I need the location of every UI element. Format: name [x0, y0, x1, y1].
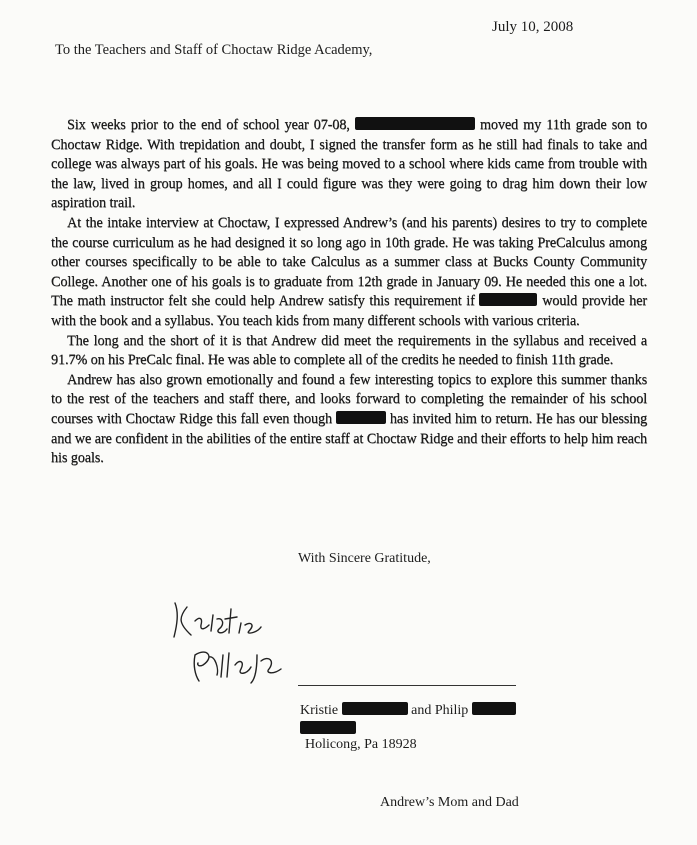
handwritten-signature	[165, 595, 295, 685]
paragraph-4	[51, 371, 647, 469]
paragraph-2	[51, 214, 647, 332]
signer-address: Holicong, Pa 18928	[305, 737, 417, 752]
signer-names	[300, 702, 516, 738]
letter-footer: Andrew’s Mom and Dad	[380, 795, 519, 810]
paragraph-2-end: would provide her with the book and a syllabus. You teach kids from many different schools with various criteria.	[51, 293, 647, 329]
redacted-name	[355, 117, 475, 130]
salutation: To the Teachers and Staff of Choctaw Ridge Academy,	[55, 42, 373, 58]
redacted-surname	[342, 702, 408, 715]
paragraph-4-end: has invited him to return. He has our blessing and we are confident in the abilities of the entire staff at Choctaw Ridge and their efforts to help him reach his goals.	[51, 410, 648, 467]
redacted-name	[479, 293, 537, 306]
paragraph-1	[51, 116, 647, 214]
signer-and: and Philip	[411, 703, 469, 718]
signature-line	[298, 685, 516, 686]
paragraph-1-start: Six weeks prior to the end of school year 07-08,	[67, 117, 350, 133]
closing: With Sincere Gratitude,	[298, 551, 431, 566]
letter-date: July 10, 2008	[492, 19, 574, 35]
paragraph-2-start: At the intake interview at Choctaw, I expressed Andrew’s (and his parents) desires to try to complete the course curriculum as he had designed it so long ago in 10th grade. He was taking PreCalculus among other courses specifically to be able to take Calculus as a summer class at Bucks County Community College. Another one of his goals is to graduate from 12th grade in January 09. He needed this one a lot. The math instructor felt she could help Andrew satisfy this requirement if	[51, 214, 647, 310]
redacted-surname	[472, 702, 516, 715]
letter-body	[51, 116, 647, 469]
paragraph-4-start: Andrew has also grown emotionally and found a few interesting topics to explore this summer thanks to the rest of the teachers and staff there, and looks forward to completing the remainder of his school courses with Choctaw Ridge this fall even though	[51, 371, 647, 427]
paragraph-3: The long and the short of it is that Andrew did meet the requirements in the syllabus and received a 91.7% on his PreCalc final. He was able to complete all of the credits he needed to finish 11th grade.	[51, 332, 647, 369]
redacted-surname	[300, 721, 356, 734]
signer-first-name: Kristie	[300, 703, 339, 718]
redacted-name	[336, 411, 386, 424]
paragraph-1-end: moved my 11th grade son to Choctaw Ridge. With trepidation and doubt, I signed the transfer form as he still had finals to take and college was always part of his goals. He was being moved to a school where kids came from trouble with the law, lived in group homes, and all I could figure was they were going to drag him down their low aspiration trail.	[51, 117, 648, 212]
